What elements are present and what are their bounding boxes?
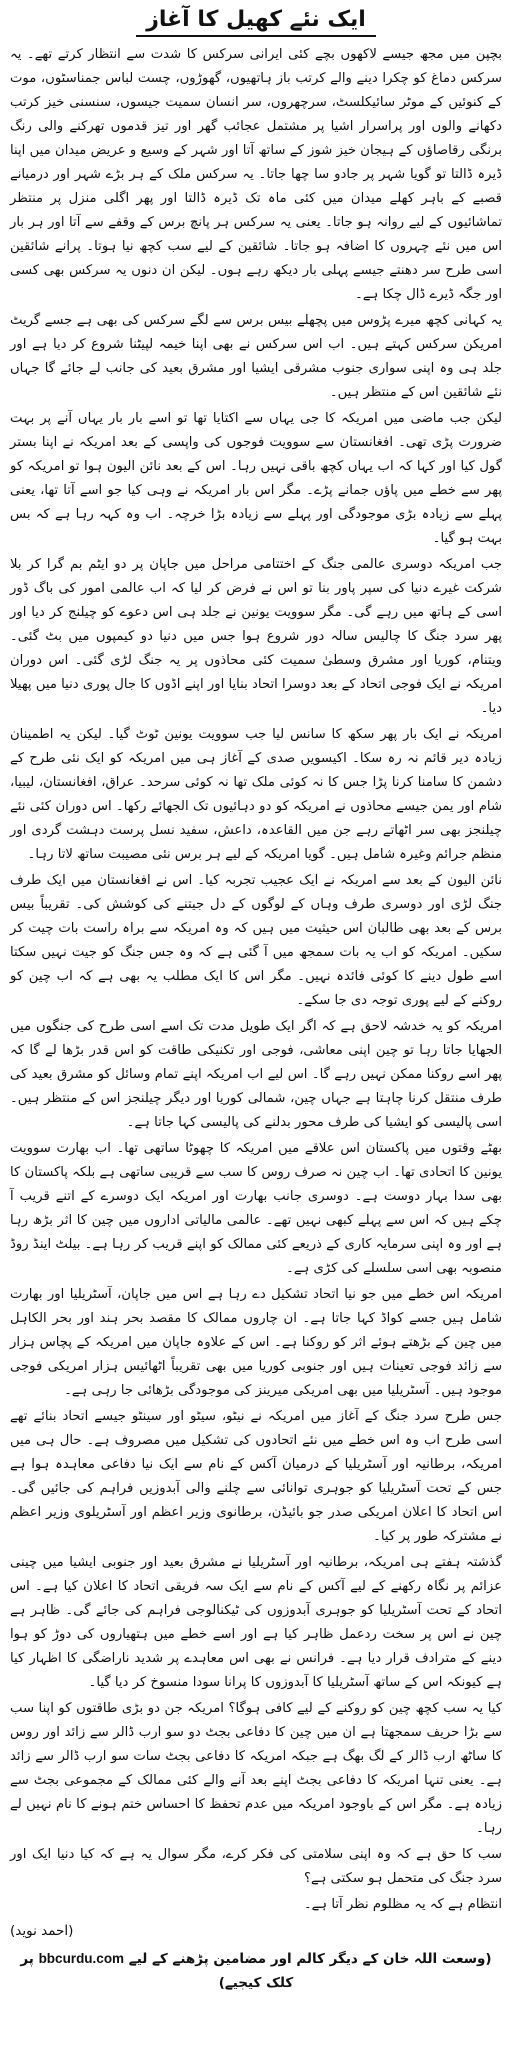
footer-text-after: پر کلک کیجیے) bbox=[20, 1951, 294, 1991]
article-paragraph: گذشتہ ہفتے ہی امریکہ، برطانیہ اور آسٹریلیا نے مشرق بعید اور جنوبی ایشیا میں چینی عزائم پر نگاہ رکھنے کے لیے آکس کے نام سے ایک سہ فریقی اتحاد کا اعلان کیا ہے۔ اس اتحاد کے تحت آسٹریلیا کو جوہری آبدوزوں کی ٹیکنالوجی فراہم کی جائے گی۔ ظاہر ہے چین نے اس پر سخت ردعمل ظاہر کیا ہے اور اسے خطے میں ہتھیاروں کی دوڑ کو ہوا دینے کے مترادف قرار دیا ہے۔ فرانس نے بھی اس معاہدے پر شدید ناراضگی کا اظہار کیا ہے کیونکہ اس کے ساتھ آسٹریلیا کا آبدوزوں کا پرانا سودا منسوخ کر دیا گیا۔ bbox=[10, 1555, 502, 1690]
article-paragraph: انتظام ہے کہ یہ مظلوم نظر آتا ہے۔ bbox=[303, 1897, 502, 1912]
footer-note bbox=[10, 1947, 502, 1995]
article-paragraph: جب امریکہ دوسری عالمی جنگ کے اختتامی مراحل میں جاپان پر دو ایٹم بم گرا کر بلا شرکت غیرے دنیا کی سپر پاور بنا تو اس نے فرض کر لیا کہ اب عالمی امور کی باگ ڈور اسی کے ہاتھ میں رہے گی۔ مگر سوویت یونین نے جلد ہی اس دعوے کو چیلنج کر دیا اور پھر سرد جنگ کا چالیس سالہ دور شروع ہوا جس میں دنیا دو کیمپوں میں بٹ گئی۔ ویتنام، کوریا اور مشرق وسطیٰ سمیت کئی محاذوں پر یہ جنگ لڑی گئی۔ اس دوران امریکہ نے ایک فوجی اتحاد کے بعد دوسرا اتحاد بنایا اور اپنے اڈوں کا جال پوری دنیا میں پھیلا دیا۔ bbox=[10, 557, 502, 716]
article-paragraph: کیا یہ سب کچھ چین کو روکنے کے لیے کافی ہوگا؟ امریکہ جن دو بڑی طاقتوں کو اپنا سب سے بڑا حریف سمجھتا ہے ان میں چین کا دفاعی بجٹ دو سو ارب ڈالر سے زائد اور روس کا ساٹھ ارب ڈالر کے لگ بھگ ہے جبکہ امریکہ کا دفاعی بجٹ سات سو ارب ڈالر سے زائد ہے۔ یعنی تنہا امریکہ کا دفاعی بجٹ اپنے بعد آنے والے کئی ممالک کے مجموعی بجٹ سے زیادہ ہے۔ مگر اس کے باوجود امریکہ میں عدم تحفظ کا احساس ختم ہونے کا نام نہیں لے رہا۔ bbox=[10, 1701, 502, 1836]
title-wrap bbox=[10, 6, 502, 37]
article-paragraph: امریکہ نے ایک بار پھر سکھ کا سانس لیا جب سوویت یونین ٹوٹ گیا۔ لیکن یہ اطمینان زیادہ دیر قائم نہ رہ سکا۔ اکیسویں صدی کے آغاز ہی میں امریکہ کو ایک نئی طرح کے دشمن کا سامنا کرنا پڑا جس کا نہ کوئی ملک تھا نہ کوئی سرحد۔ عراق، افغانستان، لیبیا، شام اور یمن جیسے محاذوں نے امریکہ کو دو دہائیوں تک الجھائے رکھا۔ اس دوران کئی نئے چیلنجز بھی سر اٹھاتے رہے جن میں القاعدہ، داعش، سفید نسل پرست دہشت گردی اور منظم جرائم وغیرہ شامل ہیں۔ گویا امریکہ کے لیے ہر برس نئی مصیبت ساتھ لاتا رہا۔ bbox=[10, 727, 502, 862]
footer-link[interactable]: bbcurdu.com bbox=[38, 1951, 125, 1966]
article-paragraph: سب کا حق ہے کہ وہ اپنی سلامتی کی فکر کرے، مگر سوال یہ ہے کہ کیا دنیا ایک اور سرد جنگ کی متحمل ہو سکتی ہے؟ bbox=[10, 1847, 502, 1886]
footer-text-before: (وسعت اللہ خان کے دیگر کالم اور مضامین پڑھنے کے لیے bbox=[128, 1951, 492, 1967]
article-paragraph: جس طرح سرد جنگ کے آغاز میں امریکہ نے نیٹو، سیٹو اور سینٹو جیسے اتحاد بنائے تھے اسی طرح اب وہ اس خطے میں نئے اتحادوں کی تشکیل میں مصروف ہے۔ حال ہی میں امریکہ، برطانیہ اور آسٹریلیا کے درمیان آکس کے نام سے ایک نیا دفاعی معاہدہ ہوا ہے جس کے تحت آسٹریلیا کو جوہری توانائی سے چلنے والی آبدوزیں فراہم کی جائیں گی۔ اس اتحاد کا اعلان امریکی صدر جو بائیڈن، برطانوی وزیر اعظم اور آسٹریلوی وزیر اعظم نے مشترکہ طور پر کیا۔ bbox=[10, 1409, 502, 1544]
author-byline: (احمد نوید) bbox=[10, 1923, 74, 1939]
article-paragraph: امریکہ اس خطے میں جو نیا اتحاد تشکیل دے رہا ہے اس میں جاپان، آسٹریلیا اور بھارت شامل ہیں جسے کواڈ کہا جاتا ہے۔ ان چاروں ممالک کا مقصد بحر ہند اور بحر الکاہل میں چین کے بڑھتے ہوئے اثر کو روکنا ہے۔ اس کے علاوہ جاپان میں امریکہ کے پچاس ہزار سے زائد فوجی تعینات ہیں اور جنوبی کوریا میں بھی تقریباً اٹھائیس ہزار امریکی فوجی موجود ہیں۔ آسٹریلیا میں بھی امریکی میرینز کی موجودگی بڑھائی جا رہی ہے۔ bbox=[10, 1287, 502, 1398]
article-paragraph: یہ کہانی کچھ میرے پڑوس میں پچھلے بیس برس سے لگے سرکس کی بھی ہے جسے گریٹ امریکن سرکس کہتے ہیں۔ اب اس سرکس نے بھی اپنا خیمہ لپیٹنا شروع کر دیا ہے اور جلد ہی وہ اپنی سواری جنوب مشرقی ایشیا اور مشرق بعید کی جانب لے جائے گا جہاں نئے شائقین اس کے منتظر ہیں۔ bbox=[10, 313, 502, 400]
article-paragraph: بچپن میں مجھ جیسے لاکھوں بچے کئی ایرانی سرکس کا شدت سے انتظار کرتے تھے۔ یہ سرکس دماغ کو چکرا دینے والے کرتب باز ہاتھیوں، گھوڑوں، چست لباس جمناسٹوں، موت کے کنوئیں کے موٹر سائیکلسٹ، سرچھروں، سر انسان سمیت جیسوں، سنسنی خیز کرتب دکھانے والوں اور پراسرار اشیا پر مشتمل عجائب گھر اور تیز قدموں تھرکنے والی رنگ برنگی رقاصاؤں کے ہیجان خیز شوز کے ساتھ آتا اور شہر کے وسیع و عریض میدان میں اپنا ڈیرہ ڈالتا تو گویا شہر پر جادو سا چھا جاتا۔ یہ سرکس ملک کے ہر بڑے شہر اور درمیانے قصبے کے باہر کھلے میدان میں کئی ماہ تک ڈیرہ ڈالتا اور پھر اگلی منزل پر منتظر تماشائیوں کے لیے روانہ ہو جاتا۔ یعنی یہ سرکس ہر پانچ برس کے وقفے سے آتا اور ہر بار اس میں نئے چہروں کا اضافہ ہو جاتا۔ شائقین کے لیے سب کچھ نیا ہوتا۔ پرانے شائقین اسی طرح سر دھنتے جیسے پہلی بار دیکھ رہے ہوں۔ لیکن ان دنوں یہ سرکس بھی کسی اور جگہ ڈیرے ڈال چکا ہے۔ bbox=[10, 47, 502, 302]
article-title: ایک نئے کھیل کا آغاز bbox=[136, 6, 376, 37]
article-body bbox=[10, 43, 502, 1917]
article-paragraph: بھٹے وقتوں میں پاکستان اس علاقے میں امریکہ کا چھوٹا ساتھی تھا۔ اب بھارت سوویت یونین کا اتحادی تھا۔ اب چین نہ صرف روس کا سب سے قریبی ساتھی ہے بلکہ پاکستان کا بھی سدا بہار دوست ہے۔ دوسری جانب بھارت اور امریکہ ایک دوسرے کے اتنے قریب آ چکے ہیں کہ اس سے پہلے کبھی نہیں تھے۔ عالمی مالیاتی اداروں میں چین کا اثر بڑھ رہا ہے اور وہ اپنی سرمایہ کاری کے ذریعے کئی ممالک کو اپنے قریب کر رہا ہے۔ بیلٹ اینڈ روڈ منصوبہ بھی اسی سلسلے کی کڑی ہے۔ bbox=[10, 1141, 502, 1276]
article-paragraph: نائن الیون کے بعد سے امریکہ نے ایک عجیب تجربہ کیا۔ اس نے افغانستان میں ایک طرف جنگ لڑی اور دوسری طرف وہاں کے لوگوں کے دل جیتنے کی کوشش کی۔ تقریباً بیس برس کے بعد بھی طالبان اس حیثیت میں ہیں کہ وہ امریکہ سے براہ راست بات چیت کر سکیں۔ امریکہ کو اب یہ بات سمجھ میں آ گئی ہے کہ وہ جس جنگ کو جیت نہیں سکتا اسے طول دینے کا کوئی فائدہ نہیں۔ مگر اس کا ایک مطلب یہ بھی ہے کہ اب چین کو روکنے کے لیے پوری توجہ دی جا سکے۔ bbox=[10, 873, 502, 1008]
article-paragraph: امریکہ کو یہ خدشہ لاحق ہے کہ اگر ایک طویل مدت تک اسے اسی طرح کی جنگوں میں الجھایا جاتا رہا تو چین اپنی معاشی، فوجی اور تکنیکی طاقت کو اس قدر بڑھا لے گا کہ پھر اسے روکنا ممکن نہیں رہے گا۔ اس لیے اب امریکہ اپنے تمام وسائل کو مشرق بعید کی طرف منتقل کرنا چاہتا ہے جہاں چین، شمالی کوریا اور دیگر چیلنجز اس کے منتظر ہیں۔ اسی پالیسی کو ایشیا کی طرف محور بدلنے کی پالیسی کہا جاتا ہے۔ bbox=[10, 1019, 502, 1130]
article-paragraph: لیکن جب ماضی میں امریکہ کا جی یہاں سے اکتایا تھا تو اسے بار بار یہاں آنے پر بہت ضرورت پڑی تھی۔ افغانستان سے سوویت فوجوں کی واپسی کے بعد امریکہ نے اپنا بستر گول کیا اور کہا کہ اب یہاں کچھ باقی نہیں رہا۔ اس کے بعد نائن الیون ہوا تو امریکہ کو پھر سے خطے میں پاؤں جمانے پڑے۔ مگر اس بار امریکہ نے وہی کیا جو اسے آتا تھا، یعنی پہلے سے زیادہ بڑی موجودگی اور پہلے سے زیادہ بڑا خرچہ۔ اب وہ کہہ رہا ہے کہ بس بہت ہو گیا۔ bbox=[10, 411, 502, 546]
